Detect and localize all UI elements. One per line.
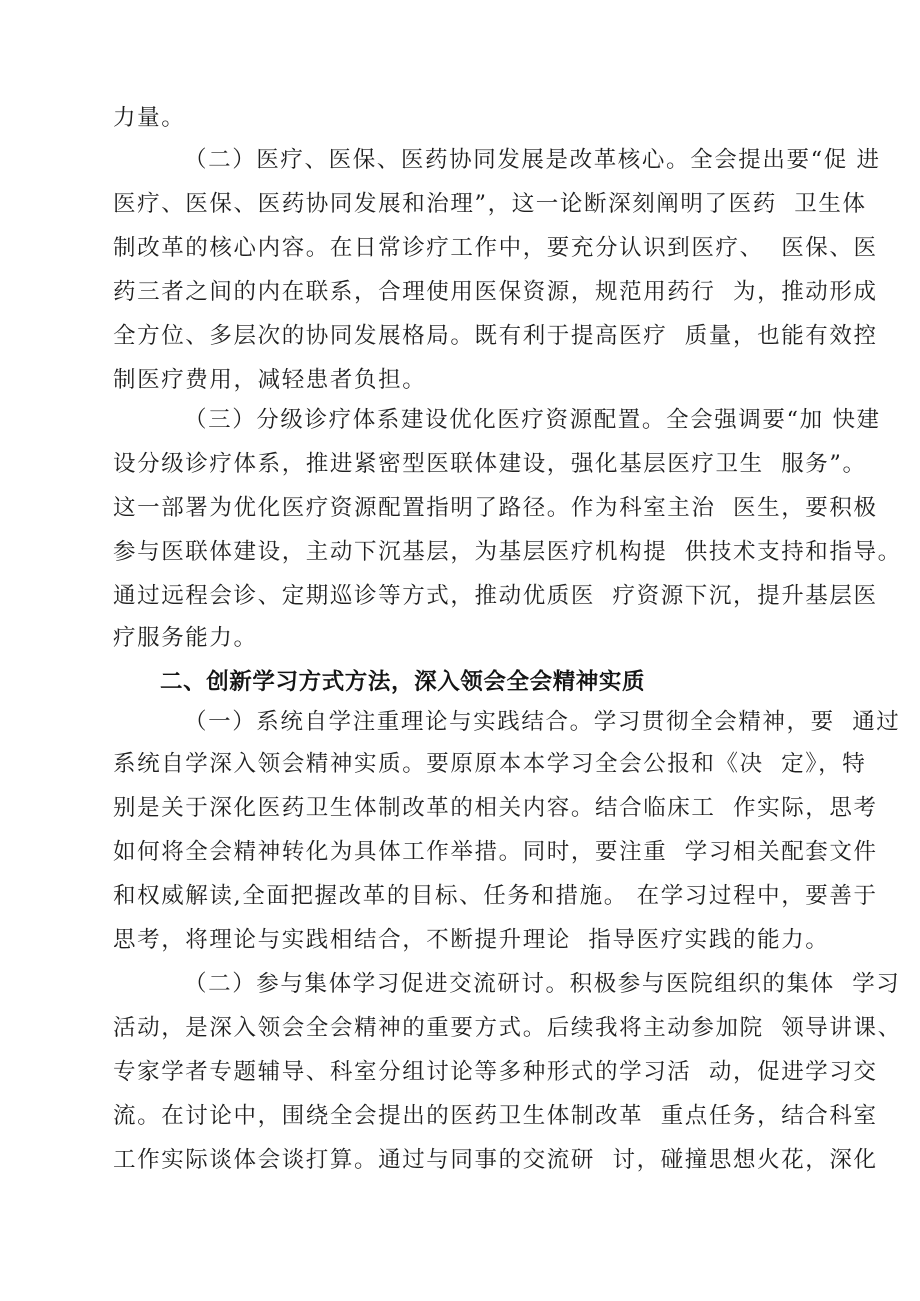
- text-line: 这一部署为优化医疗资源配置指明了路径。作为科室主治 医生，要积极: [113, 495, 878, 521]
- text-line: 工作实际谈体会谈打算。通过与同事的交流研 讨，碰撞思想火花，深化: [113, 1147, 878, 1173]
- text-line: 系统自学深入领会精神实质。要原原本本学习全会公报和《决 定》，特: [113, 751, 867, 777]
- text-line: 药三者之间的内在联系，合理使用医保资源，规范用药行 为，推动形成: [113, 279, 878, 305]
- text-line: 如何将全会精神转化为具体工作举措。同时，要注重 学习相关配套文件: [113, 839, 878, 865]
- paragraph-first-line: （一）系统自学注重理论与实践结合。学习贯彻全会精神，要 通过: [184, 709, 901, 735]
- text-line: 全方位、多层次的协同发展格局。既有利于提高医疗 质量，也能有效控: [113, 323, 878, 349]
- section-heading: 二、创新学习方式方法，深入领会全会精神实质: [160, 669, 646, 695]
- text-line: 制医疗费用，减轻患者负担。: [113, 367, 427, 393]
- text-line: 流。在讨论中，围绕全会提出的医药卫生体制改革 重点任务，结合科室: [113, 1103, 878, 1129]
- text-line: 疗服务能力。: [113, 625, 258, 651]
- paragraph-first-line: （三）分级诊疗体系建设优化医疗资源配置。全会强调要“加 快建: [184, 407, 881, 433]
- text-line: 活动，是深入领会全会精神的重要方式。后续我将主动参加院 领导讲课、: [113, 1015, 902, 1041]
- paragraph-first-line: （二）医疗、医保、医药协同发展是改革核心。全会提出要“促 进: [184, 147, 881, 173]
- paragraph-first-line: （二）参与集体学习促进交流研讨。积极参与医院组织的集体 学习: [184, 971, 901, 997]
- text-line: 医疗、医保、医药协同发展和治理”，这一论断深刻阐明了医药 卫生体: [113, 191, 867, 217]
- text-line: 专家学者专题辅导、科室分组讨论等多种形式的学习活 动，促进学习交: [113, 1059, 878, 1085]
- text-line: 和权威解读,全面把握改革的目标、任务和措施。 在学习过程中，要善于: [113, 883, 878, 909]
- text-line: 通过远程会诊、定期巡诊等方式，推动优质医 疗资源下沉，提升基层医: [113, 583, 878, 609]
- text-line: 设分级诊疗体系，推进紧密型医联体建设，强化基层医疗卫生 服务”。: [113, 451, 867, 477]
- text-line: 力量。: [113, 105, 186, 131]
- text-line: 制改革的核心内容。在日常诊疗工作中，要充分认识到医疗、 医保、医: [113, 235, 878, 261]
- text-line: 思考，将理论与实践相结合，不断提升理论 指导医疗实践的能力。: [113, 927, 830, 953]
- text-line: 参与医联体建设，主动下沉基层，为基层医疗机构提 供技术支持和指导。: [113, 539, 902, 565]
- text-line: 别是关于深化医药卫生体制改革的相关内容。结合临床工 作实际，思考: [113, 795, 878, 821]
